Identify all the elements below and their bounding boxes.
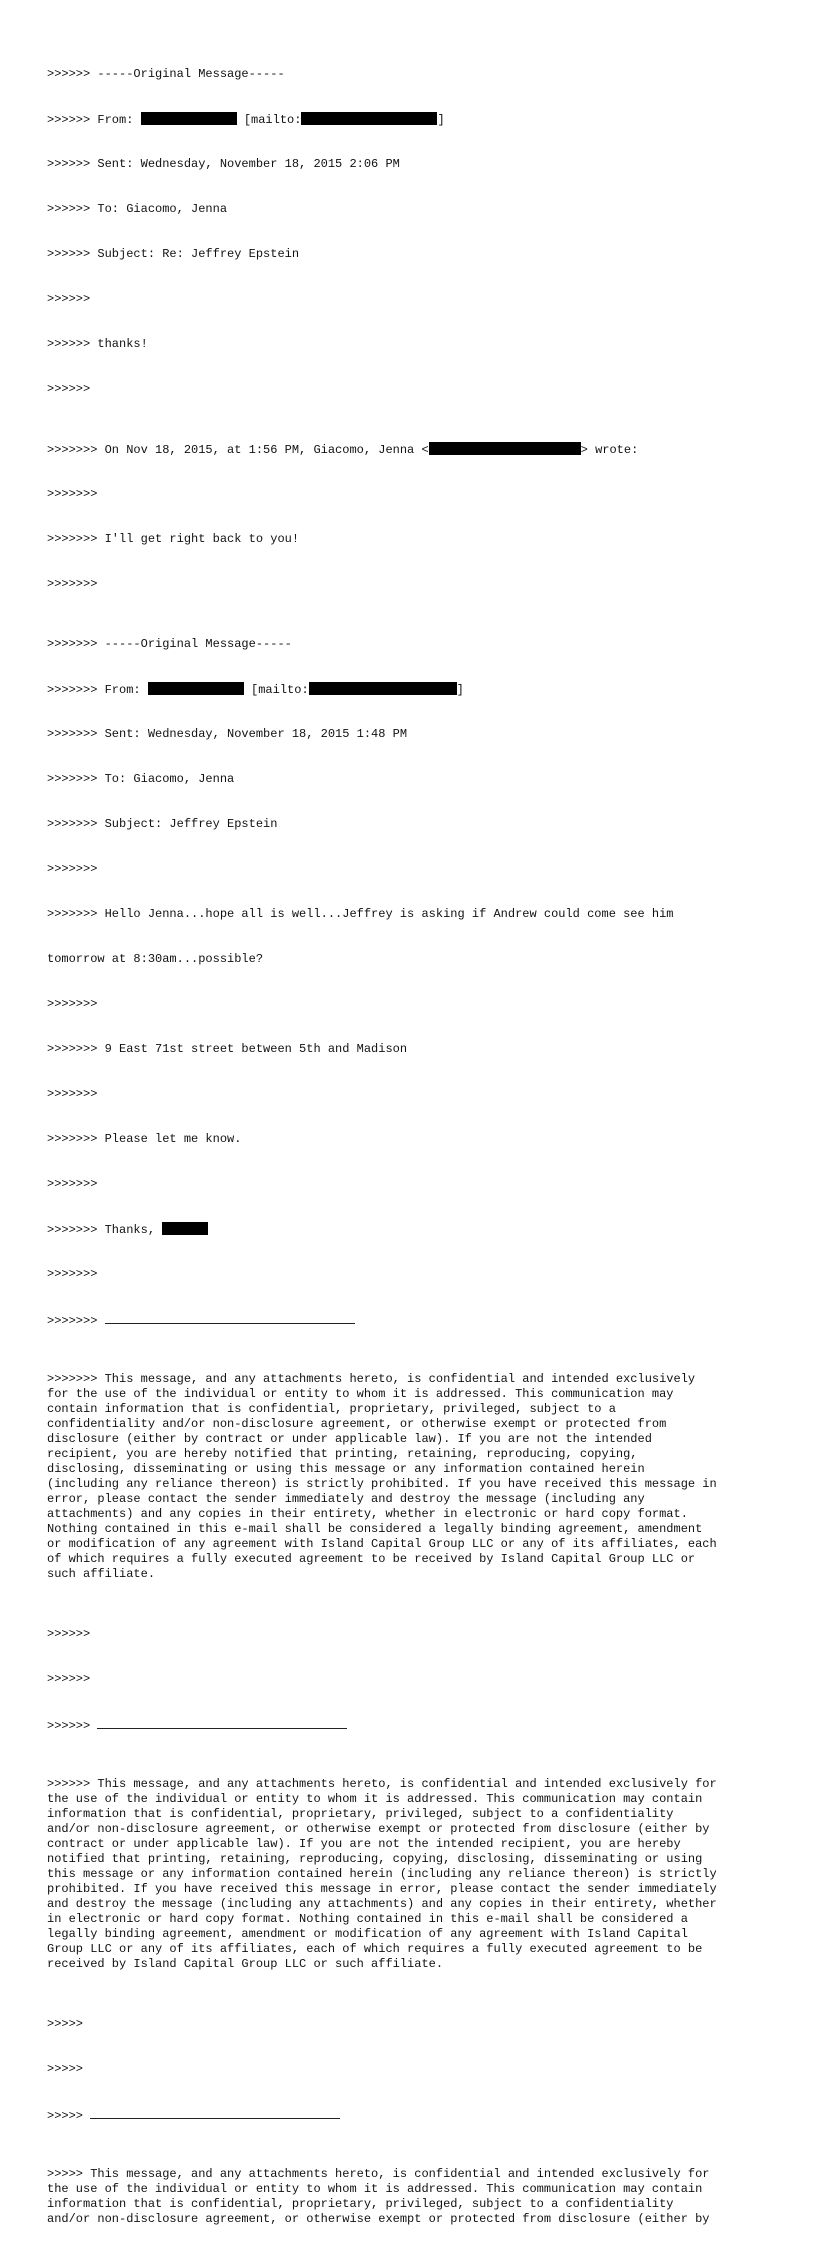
disclaimer-block — [47, 2167, 787, 2227]
signature-rule-line: >>>>>>> — [47, 1312, 787, 1327]
quote-marker: >>>>>> — [47, 292, 91, 306]
message-body: tomorrow at 8:30am...possible? — [47, 952, 264, 966]
disclaimer-line: contract or under applicable law). If you are not the intended recipient, you are hereby — [47, 1837, 681, 1851]
disclaimer-line: of which requires a fully executed agreement to be received by Island Capital Group LLC or — [47, 1552, 696, 1566]
disclaimer-line: Nothing contained in this e-mail shall be considered a legally binding agreement, amendment — [47, 1522, 703, 1536]
disclaimer-block — [47, 1372, 787, 1582]
sent-line: >>>>>> Sent: Wednesday, November 18, 2015 2:06 PM — [47, 157, 400, 171]
disclaimer-line: and/or non-disclosure agreement, or otherwise exempt or protected from disclosure (either by — [47, 1822, 710, 1836]
message-body: >>>>>>> 9 East 71st street between 5th and Madison — [47, 1042, 408, 1056]
disclaimer-line: notified that printing, retaining, reproducing, copying, disclosing, disseminating or using — [47, 1852, 703, 1866]
to-line: >>>>>>> To: Giacomo, Jenna — [47, 772, 235, 786]
disclaimer-line: attachments) and any copies in their entirety, whether in electronic or hard copy format. — [47, 1507, 688, 1521]
disclaimer-line: this message or any information contained herein (including any reliance thereon) is strictly — [47, 1867, 717, 1881]
disclaimer-line: disclosure (either by contract or under applicable law). If you are not the intended — [47, 1432, 652, 1446]
disclaimer-line: received by Island Capital Group LLC or such affiliate. — [47, 1957, 444, 1971]
signature-rule — [105, 1312, 355, 1324]
disclaimer-line: recipient, you are hereby notified that printing, retaining, reproducing, copying, — [47, 1447, 638, 1461]
redaction-block — [148, 682, 244, 695]
redaction-block — [162, 1222, 208, 1235]
original-message-header: >>>>>>> -----Original Message----- — [47, 637, 292, 651]
message-body: >>>>>>> Hello Jenna...hope all is well...Jeffrey is asking if Andrew could come see him — [47, 907, 674, 921]
quote-marker: >>>>> — [47, 2017, 84, 2031]
disclaimer-line: disclosing, disseminating or using this message or any information contained herein — [47, 1462, 645, 1476]
original-message-header: >>>>>> -----Original Message----- — [47, 67, 285, 81]
disclaimer-block — [47, 1777, 787, 1972]
message-body: >>>>>>> I'll get right back to you! — [47, 532, 300, 546]
disclaimer-line: prohibited. If you have received this message in error, please contact the sender immediately — [47, 1882, 717, 1896]
reply-attribution: >>>>>>> On Nov 18, 2015, at 1:56 PM, Giacomo, Jenna < > wrote: — [47, 443, 639, 457]
signature-rule — [97, 1717, 347, 1729]
quote-marker: >>>>>>> — [47, 487, 98, 501]
quote-marker: >>>>> — [47, 2062, 84, 2076]
signoff-line: >>>>>>> Thanks, — [47, 1222, 787, 1237]
disclaimer-line: (including any reliance thereon) is strictly prohibited. If you have received this message in — [47, 1477, 717, 1491]
disclaimer-line: or modification of any agreement with Island Capital Group LLC or any of its affiliates, each — [47, 1537, 717, 1551]
message-body: >>>>>>> Please let me know. — [47, 1132, 242, 1146]
quote-marker: >>>>>>> — [47, 1267, 98, 1281]
disclaimer-line: >>>>> This message, and any attachments hereto, is confidential and intended exclusively for — [47, 2167, 710, 2181]
quote-marker: >>>>>>> — [47, 1177, 98, 1191]
disclaimer-line: information that is confidential, proprietary, privileged, subject to a confidentiality — [47, 2197, 674, 2211]
disclaimer-line: and destroy the message (including any attachments) and any copies in their entirety, whether — [47, 1897, 717, 1911]
quote-marker: >>>>>> — [47, 1627, 91, 1641]
disclaimer-line: >>>>>> This message, and any attachments hereto, is confidential and intended exclusively for — [47, 1777, 717, 1791]
quote-marker: >>>>>> — [47, 1672, 91, 1686]
message-body: >>>>>> thanks! — [47, 337, 148, 351]
from-line: >>>>>>> From: [mailto: ] — [47, 683, 464, 697]
disclaimer-line: Group LLC or any of its affiliates, each of which requires a fully executed agreement to be — [47, 1942, 703, 1956]
disclaimer-line: >>>>>>> This message, and any attachments hereto, is confidential and intended exclusively — [47, 1372, 696, 1386]
disclaimer-line: the use of the individual or entity to whom it is addressed. This communication may contain — [47, 1792, 703, 1806]
redaction-block — [141, 112, 237, 125]
signature-rule-line: >>>>> — [47, 2107, 787, 2122]
email-document — [47, 37, 787, 2242]
subject-line: >>>>>>> Subject: Jeffrey Epstein — [47, 817, 278, 831]
disclaimer-line: confidentiality and/or non-disclosure agreement, or otherwise exempt or protected from — [47, 1417, 667, 1431]
quote-marker: >>>>>> — [47, 382, 91, 396]
redaction-block — [309, 682, 457, 695]
subject-line: >>>>>> Subject: Re: Jeffrey Epstein — [47, 247, 300, 261]
redaction-block — [429, 442, 581, 455]
quote-marker: >>>>>>> — [47, 577, 98, 591]
disclaimer-line: such affiliate. — [47, 1567, 156, 1581]
disclaimer-line: contain information that is confidential, proprietary, privileged, subject to a — [47, 1402, 616, 1416]
signature-rule-line: >>>>>> — [47, 1717, 787, 1732]
quote-marker: >>>>>>> — [47, 1087, 98, 1101]
to-line: >>>>>> To: Giacomo, Jenna — [47, 202, 228, 216]
disclaimer-line: in electronic or hard copy format. Nothing contained in this e-mail shall be considered a — [47, 1912, 688, 1926]
disclaimer-line: and/or non-disclosure agreement, or otherwise exempt or protected from disclosure (either by — [47, 2212, 710, 2226]
quote-marker: >>>>>>> — [47, 997, 98, 1011]
disclaimer-line: the use of the individual or entity to whom it is addressed. This communication may contain — [47, 2182, 703, 2196]
from-line: >>>>>> From: [mailto: ] — [47, 113, 445, 127]
disclaimer-line: information that is confidential, proprietary, privileged, subject to a confidentiality — [47, 1807, 674, 1821]
quote-marker: >>>>>>> — [47, 862, 98, 876]
redaction-block — [301, 112, 437, 125]
sent-line: >>>>>>> Sent: Wednesday, November 18, 2015 1:48 PM — [47, 727, 408, 741]
disclaimer-line: for the use of the individual or entity to whom it is addressed. This communication may — [47, 1387, 674, 1401]
disclaimer-line: error, please contact the sender immediately and destroy the message (including any — [47, 1492, 645, 1506]
disclaimer-line: legally binding agreement, amendment or modification of any agreement with Island Capital — [47, 1927, 688, 1941]
signature-rule — [90, 2107, 340, 2119]
